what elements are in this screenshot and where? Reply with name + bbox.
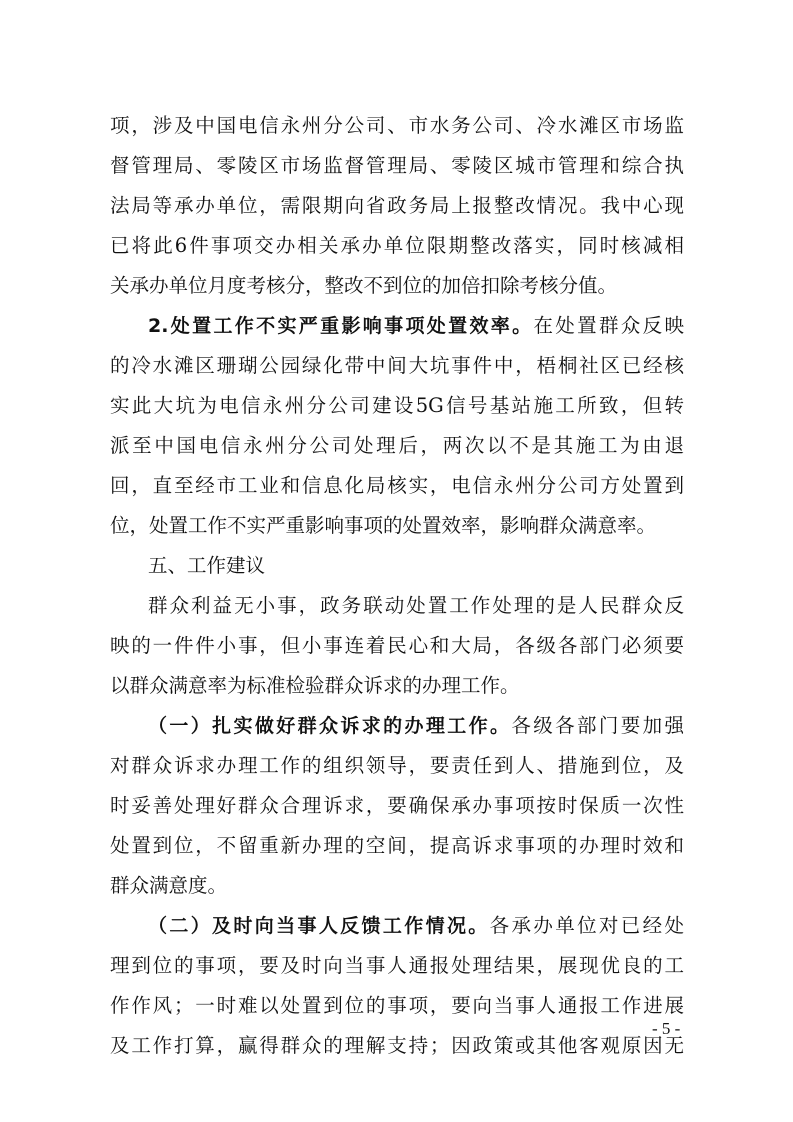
paragraph-line: 关承办单位月度考核分，整改不到位的加倍扣除考核分值。 [110, 274, 618, 297]
subheading-bold: （一）扎实做好群众诉求的办理工作。 [148, 715, 512, 737]
paragraph-line: 2.处置工作不实严重影响事项处置效率。在处置群众反映 [148, 314, 684, 337]
subheading-bold: 2.处置工作不实严重影响事项处置效率。 [148, 315, 534, 337]
paragraph-line: 映的一件件小事，但小事连着民心和大局，各级各部门必须要 [110, 634, 684, 657]
paragraph-line: 群众满意度。 [110, 874, 228, 897]
paragraph-line: 位，处置工作不实严重影响事项的处置效率，影响群众满意率。 [110, 514, 657, 537]
paragraph-line: 理到位的事项，要及时向当事人通报处理结果，展现优良的工 [110, 954, 684, 977]
paragraph-line: 法局等承办单位，需限期向省政务局上报整改情况。我中心现 [110, 194, 684, 217]
paragraph-line: 群众利益无小事，政务联动处置工作处理的是人民群众反 [148, 594, 684, 617]
paragraph-line: 作作风；一时难以处置到位的事项，要向当事人通报工作进展 [110, 994, 684, 1017]
paragraph-line: 时妥善处理好群众合理诉求，要确保承办事项按时保质一次性 [110, 794, 684, 817]
paragraph-line: （二）及时向当事人反馈工作情况。各承办单位对已经处 [148, 914, 684, 937]
paragraph-line: 已将此6件事项交办相关承办单位限期整改落实，同时核减相 [110, 234, 684, 257]
paragraph-line: 对群众诉求办理工作的组织领导，要责任到人、措施到位，及 [110, 754, 684, 777]
paragraph-line: 回，直至经市工业和信息化局核实，电信永州分公司方处置到 [110, 474, 684, 497]
page-number: - 5 - [652, 1019, 681, 1038]
paragraph-line: 处置到位，不留重新办理的空间，提高诉求事项的办理时效和 [110, 834, 684, 857]
paragraph-line: 实此大坑为电信永州分公司建设5G信号基站施工所致，但转 [110, 394, 684, 417]
subheading-bold: （二）及时向当事人反馈工作情况。 [148, 915, 490, 937]
paragraph-line: 及工作打算，赢得群众的理解支持；因政策或其他客观原因无 [110, 1034, 684, 1057]
section-heading: 五、工作建议 [148, 554, 266, 577]
paragraph-line: 以群众满意率为标准检验群众诉求的办理工作。 [110, 674, 520, 697]
paragraph-line: （一）扎实做好群众诉求的办理工作。各级各部门要加强 [148, 714, 684, 737]
paragraph-line: 派至中国电信永州分公司处理后，两次以不是其施工为由退 [110, 434, 684, 457]
paragraph-line: 项，涉及中国电信永州分公司、市水务公司、冷水滩区市场监 [110, 114, 684, 137]
paragraph-line: 督管理局、零陵区市场监督管理局、零陵区城市管理和综合执 [110, 154, 684, 177]
paragraph-line: 的冷水滩区珊瑚公园绿化带中间大坑事件中，梧桐社区已经核 [110, 354, 684, 377]
